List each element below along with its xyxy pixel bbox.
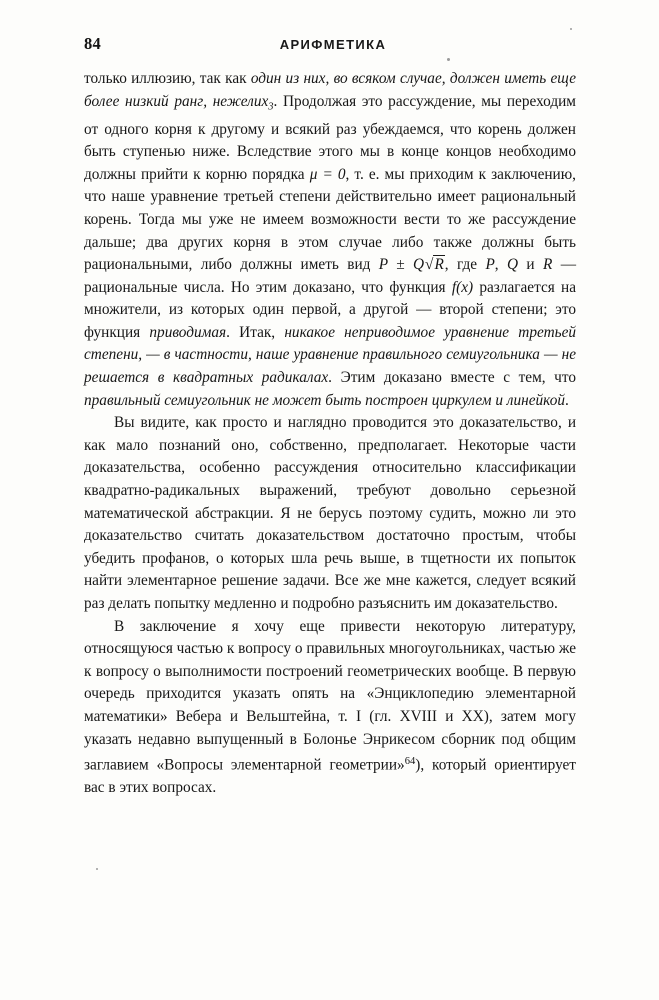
text-run: . Итак, [226,323,285,341]
emphasis-run: правильный семиугольник не может быть построен циркулем и линейкой [84,391,566,409]
text-run: только иллюзию, так как [84,70,251,87]
text-run: . Продолжая это рассуждение, мы переходим от одного корня к другому и всякий раз убеждаемся, что корень должен быть ступенью ниже. Вследствие этого мы в конце концов необходимо должны прийти к корню порядка [84,92,576,183]
running-head: АРИФМЕТИКА [279,37,387,52]
footnote-reference: 64 [404,756,416,768]
text-run: — рациональные числа. Но этим доказано, что функция [84,256,576,296]
text-run: разлагается на множители, из которых один первой, а другой — второй степени; это функция [84,278,577,341]
page-header [84,34,576,60]
emphasis-run: один из них, во всяком случае, должен иметь еще более низкий ранг, нежели [84,70,576,110]
math-expression-pq: P ± Q [378,256,425,274]
math-variable: x [261,92,269,110]
text-run: ), который ориентирует вас в этих вопросах. [84,756,576,797]
paragraph-1 [84,68,576,412]
emphasis-run: приводимая [149,323,227,341]
math-variable-q: Q [506,256,519,274]
math-function-f: f(x) [451,278,474,296]
paper-speck [570,28,572,30]
square-root-symbol: √R [425,256,444,274]
page-content [84,34,576,800]
math-subscript: 3 [268,100,274,112]
text-run: , где [444,256,486,274]
text-run: . [565,391,569,409]
text-run: и [518,256,543,274]
body-text [84,68,576,800]
paper-speck [96,868,98,870]
math-variable-r: R [542,256,553,274]
text-run: В заключение я хочу еще привести некоторую литературу, относящуюся частью к вопросу о правильных многоугольниках, частью же к вопросу о выполнимости построений геометрических вообще. В первую очередь приходится указать опять на «Энциклопедию элементарной математики» Вебера и Вельштейна, т. I (гл. XVIII и XX), затем могу указать недавно выпущенный в Болонье Энрикесом сборник под общим заглавием «Вопросы элементарной геометрии» [84,617,576,774]
paragraph-2: Вы видите, как просто и наглядно проводится это доказательство, и как мало познаний оно, собственно, предполагает. Некоторые части доказательства, особенно рассуждения относительно классификации квадратно-радикальных выражений, требуют довольно серьезной математической абстракции. Я не берусь поэтому судить, можно ли это доказательство считать доказательством достаточно простым, чтобы убедить профанов, о которых шла речь выше, в тщетности их попыток найти элементарное решение задачи. Все же мне кажется, следует всякий раз делать попытку медленно и подробно разъяснить им доказательство. [84,414,576,613]
radicand: R [434,256,444,274]
math-expression-mu: μ = 0 [309,165,346,183]
text-run: , [494,256,507,274]
text-run: , т. е. мы приходим к заключению, что наше уравнение третьей степени действительно имеет рациональный корень. Тогда мы уже не имеем возможности вести то же рассуждение дальше; два других корня в этом случае либо также должны быть рациональными, либо должны иметь вид [84,165,576,274]
text-run: . Этим доказано вместе с тем, что [328,369,576,387]
emphasis-run: никакое неприводимое уравнение третьей степени, — в частности, наше уравнение правильного семиугольника — не решается в квадратных радикалах [84,323,577,387]
paragraph-3 [84,616,576,800]
math-variable-p: P [485,256,495,274]
page-number: 84 [84,34,102,53]
